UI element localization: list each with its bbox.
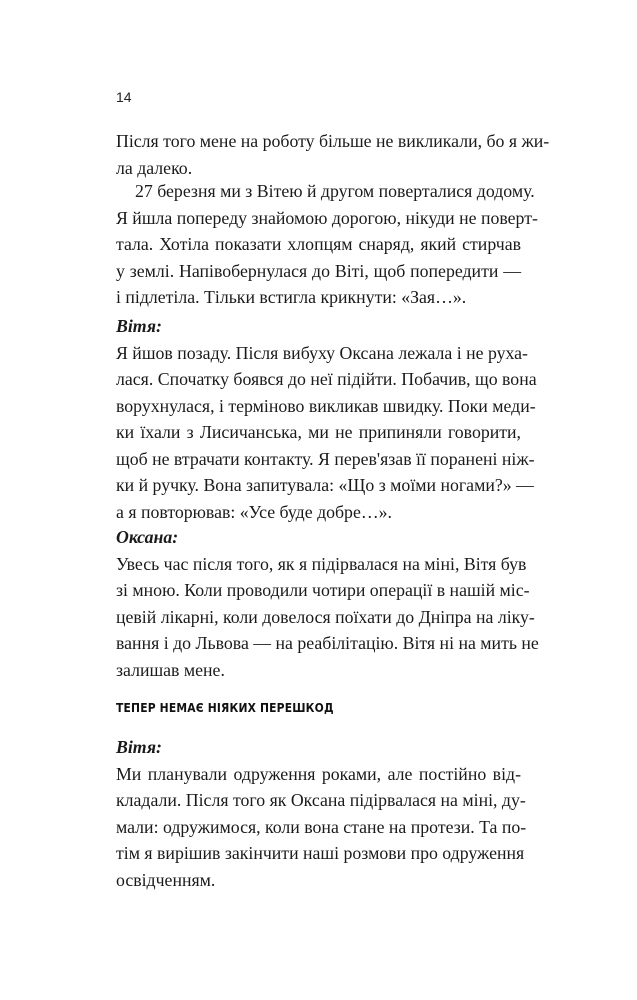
- text-line: Я йшла попереду знайомою дорогою, нікуди не поверт-: [116, 207, 538, 228]
- text-line: а я повторював: «Усе буде добре…».: [116, 501, 392, 522]
- speaker-block-2: [116, 524, 539, 683]
- text-line: ворухнулася, і терміново викликав швидку. Поки меди-: [116, 395, 536, 416]
- text-line: ки й ручку. Вона запитувала: «Що з моїми ногами?» —: [116, 475, 534, 495]
- speaker-label: Вітя:: [116, 737, 162, 757]
- text-line: ки їхали з Лисичанська, ми не припиняли говорити,: [116, 422, 521, 442]
- text-line: кладали. Після того як Оксана підірвалася на міні, ду-: [116, 790, 526, 810]
- text-line: освідченням.: [116, 869, 216, 890]
- text-line: Після того мене на роботу більше не викликали, бо я жи-: [116, 131, 550, 151]
- text-line: вання і до Львова — на реабілітацію. Вітя ні на мить не: [116, 633, 539, 653]
- text-line: 27 березня ми з Вітею й другом поверталися додому.: [135, 181, 535, 201]
- section-heading: ТЕПЕР НЕМАЄ НІЯКИХ ПЕРЕШКОД: [116, 700, 334, 715]
- page-number: 14: [116, 89, 132, 105]
- text-line: мали: одружимося, коли вона стане на протези. Та по-: [116, 816, 527, 837]
- speaker-block-3: [116, 734, 527, 893]
- text-line: зі мною. Коли проводили чотири операції в нашій міс-: [116, 580, 530, 600]
- text-line: ла далеко.: [116, 157, 193, 178]
- text-line: Ми планували одруження роками, але постійно від-: [116, 763, 521, 784]
- paragraph-2: [116, 178, 538, 311]
- text-line: тала. Хотіла показати хлопцям снаряд, який стирчав: [116, 234, 521, 254]
- speaker-label: Вітя:: [116, 316, 162, 336]
- text-line: Я йшов позаду. Після вибуху Оксана лежала і не руха-: [116, 342, 528, 363]
- paragraph-1: [116, 128, 550, 181]
- text-line: залишав мене.: [116, 659, 225, 680]
- text-line: щоб не втрачати контакту. Я перев'язав її поранені ніж-: [116, 448, 535, 469]
- text-line: у землі. Напівобернулася до Віті, щоб попередити —: [116, 260, 521, 281]
- text-line: і підлетіла. Тільки встигла крикнути: «Зая…».: [116, 287, 467, 307]
- speaker-block-1: [116, 313, 537, 525]
- text-line: лася. Спочатку боявся до неї підійти. Побачив, що вона: [116, 369, 537, 389]
- text-line: Увесь час після того, як я підірвалася на міні, Вітя був: [116, 553, 527, 574]
- text-line: тім я вирішив закінчити наші розмови про одруження: [116, 843, 525, 863]
- speaker-label: Оксана:: [116, 527, 179, 547]
- text-line: цевій лікарні, коли довелося поїхати до Дніпра на ліку-: [116, 606, 535, 627]
